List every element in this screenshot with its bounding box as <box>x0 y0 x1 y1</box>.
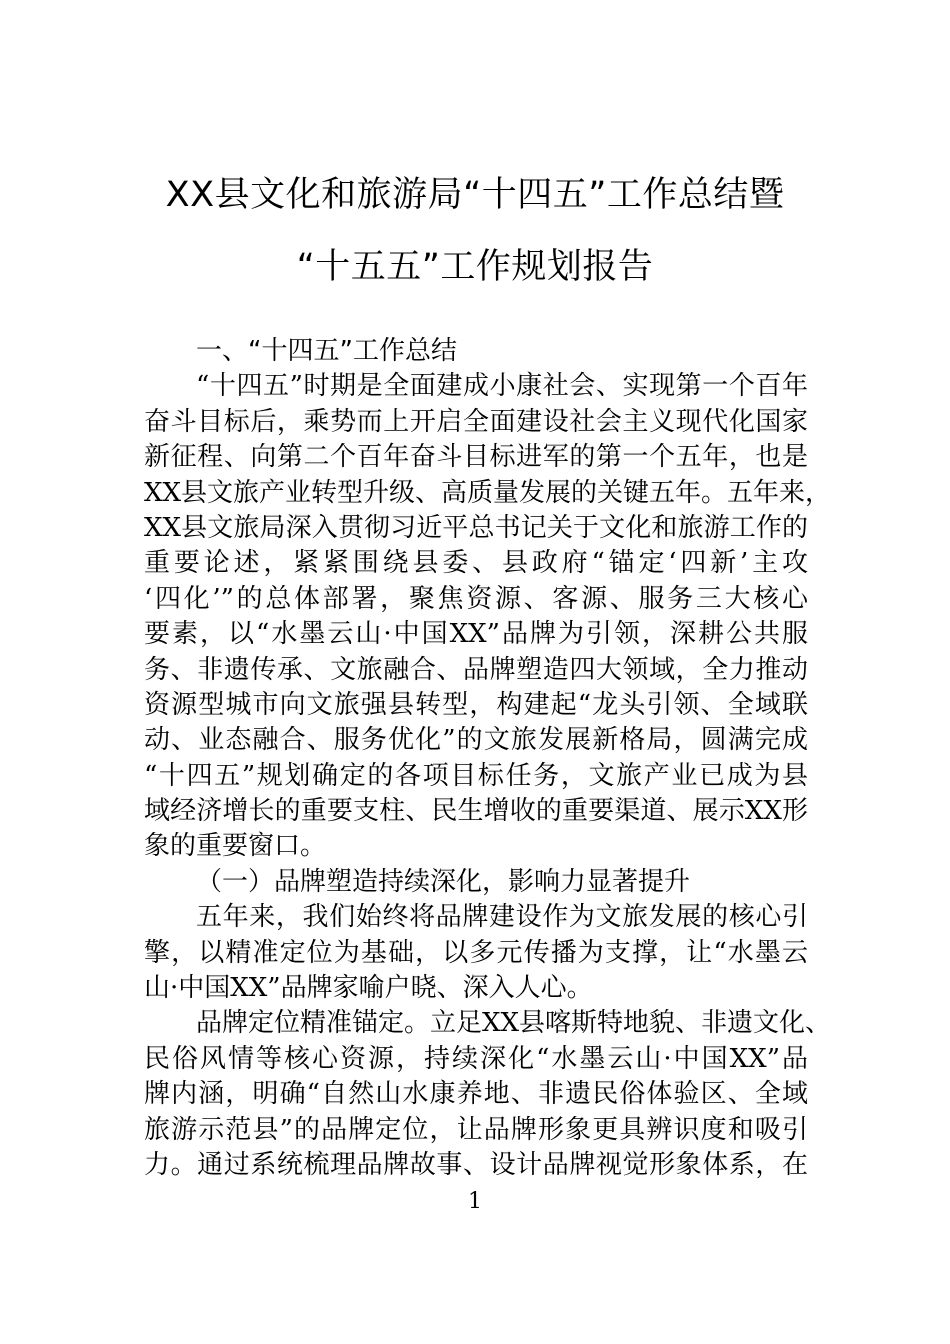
paragraph-line: 力。通过系统梳理品牌故事、设计品牌视觉形象体系，在 <box>144 1149 808 1180</box>
paragraph-line: 擎，以精准定位为基础，以多元传播为支撑，让“水墨云 <box>144 937 808 968</box>
paragraph-line: 象的重要窗口。 <box>144 831 327 862</box>
paragraph-line: 资源型城市向文旅强县转型，构建起“龙头引领、全域联 <box>144 689 808 720</box>
subsection-heading: （一）品牌塑造持续深化，影响力显著提升 <box>196 866 691 897</box>
paragraph-line: 新征程、向第二个百年奋斗目标进军的第一个五年，也是 <box>144 442 808 473</box>
paragraph-line: XX县文旅产业转型升级、高质量发展的关键五年。五年来， <box>144 477 832 508</box>
paragraph-line: 奋斗目标后，乘势而上开启全面建设社会主义现代化国家 <box>144 406 808 437</box>
paragraph-line: 品牌定位精准锚定。立足XX县喀斯特地貌、非遗文化、 <box>196 1008 832 1039</box>
paragraph-line: 旅游示范县”的品牌定位，让品牌形象更具辨识度和吸引 <box>144 1114 808 1145</box>
paragraph-line: 山·中国XX”品牌家喻户晓、深入人心。 <box>144 973 593 1004</box>
paragraph-line: ‘四化’”的总体部署，聚焦资源、客源、服务三大核心 <box>144 583 808 614</box>
document-title-line-2: “十五五”工作规划报告 <box>296 247 654 287</box>
paragraph-line: 务、非遗传承、文旅融合、品牌塑造四大领域，全力推动 <box>144 654 808 685</box>
section-heading: 一、“十四五”工作总结 <box>196 336 457 366</box>
paragraph-line: 重要论述，紧紧围绕县委、县政府“锚定‘四新’主攻 <box>144 548 808 579</box>
paragraph-line: XX县文旅局深入贯彻习近平总书记关于文化和旅游工作的 <box>144 512 808 543</box>
paragraph-line: 五年来，我们始终将品牌建设作为文旅发展的核心引 <box>196 902 808 933</box>
paragraph-line: 民俗风情等核心资源，持续深化“水墨云山·中国XX”品 <box>144 1043 808 1074</box>
paragraph-line: “十四五”时期是全面建成小康社会、实现第一个百年 <box>196 371 808 402</box>
document-title-line-1: XX县文化和旅游局“十四五”工作总结暨 <box>165 175 785 215</box>
paragraph-line: 要素，以“水墨云山·中国XX”品牌为引领，深耕公共服 <box>144 619 808 650</box>
paragraph-line: 牌内涵，明确“自然山水康养地、非遗民俗体验区、全域 <box>144 1079 808 1110</box>
paragraph-line: 域经济增长的重要支柱、民生增收的重要渠道、展示XX形 <box>144 796 808 827</box>
document-body <box>144 334 832 1183</box>
paragraph-line: 动、业态融合、服务优化”的文旅发展新格局，圆满完成 <box>144 725 808 756</box>
page-number: 1 <box>468 1189 482 1214</box>
paragraph-line: “十四五”规划确定的各项目标任务，文旅产业已成为县 <box>144 760 808 791</box>
